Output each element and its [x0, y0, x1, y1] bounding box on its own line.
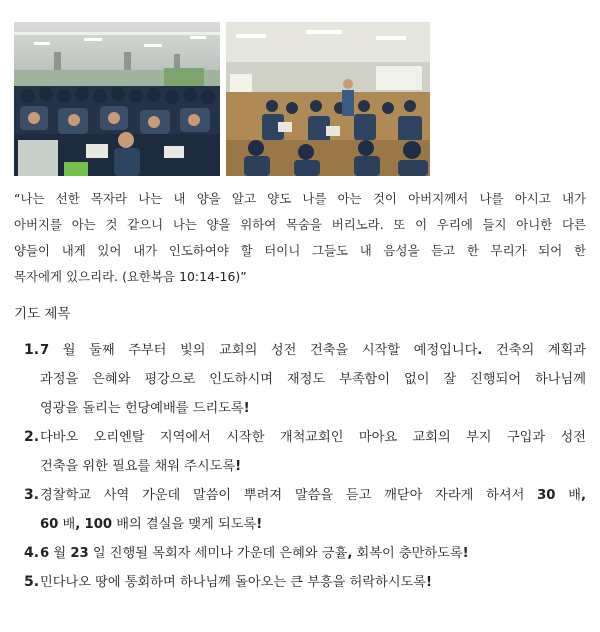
prayer-topics-heading: 기도 제목	[14, 306, 71, 322]
prayer-list	[24, 336, 586, 597]
bible-verse-quote	[14, 186, 586, 290]
photo-classroom-audience	[226, 22, 430, 176]
photo-police-cadets-seated	[14, 22, 220, 176]
prayer-line: 건축을 위한 필요를 채워 주시도록!	[40, 459, 242, 474]
prayer-item-3	[24, 481, 586, 539]
prayer-number: 1.	[24, 342, 40, 358]
verse-line: 양들이 내게 있어 내가 인도하여야 할 터이니 그들도 내 음성을 듣고 한 무리가 되어 한	[14, 243, 586, 258]
prayer-item-5	[24, 568, 586, 597]
prayer-item-1	[24, 336, 586, 423]
prayer-number: 4.	[24, 545, 40, 561]
prayer-line: 7 월 둘째 주부터 빛의 교회의 성전 건축을 시작할 예정입니다. 건축의 계획과	[40, 343, 586, 358]
verse-line: 아버지를 아는 것 같으니 나는 양을 위하여 목숨을 버리노라. 또 이 우리에 들지 아니한 다른	[14, 217, 586, 232]
prayer-number: 3.	[24, 487, 40, 503]
prayer-number: 5.	[24, 574, 40, 590]
photo-row	[14, 22, 430, 176]
prayer-line: 영광을 돌리는 헌당예배를 드리도록!	[40, 401, 250, 416]
prayer-line: 민다나오 땅에 통회하며 하나님께 돌아오는 큰 부흥을 허락하시도록!	[40, 575, 433, 590]
prayer-line: 과정을 은혜와 평강으로 인도하시며 재정도 부족함이 없이 잘 진행되어 하나님께	[40, 372, 586, 387]
prayer-item-4	[24, 539, 586, 568]
prayer-line: 6 월 23 일 진행될 목회자 세미나 가운데 은혜와 긍휼, 회복이 충만하도록!	[40, 546, 469, 561]
verse-line: “나는 선한 목자라 나는 내 양을 알고 양도 나를 아는 것이 아버지께서 나를 아시고 내가	[14, 191, 586, 206]
prayer-line: 60 배, 100 배의 결실을 맺게 되도록!	[40, 517, 263, 532]
prayer-number: 2.	[24, 429, 40, 445]
prayer-line: 다바오 오리엔탈 지역에서 시작한 개척교회인 마아요 교회의 부지 구입과 성전	[40, 430, 586, 445]
prayer-line: 경찰학교 사역 가운데 말씀이 뿌려져 말씀을 듣고 깨닫아 자라게 하셔서 30 배,	[40, 488, 586, 503]
prayer-item-2	[24, 423, 586, 481]
verse-line: 목자에게 있으리라. (요한복음 10:14-16)”	[14, 269, 247, 284]
